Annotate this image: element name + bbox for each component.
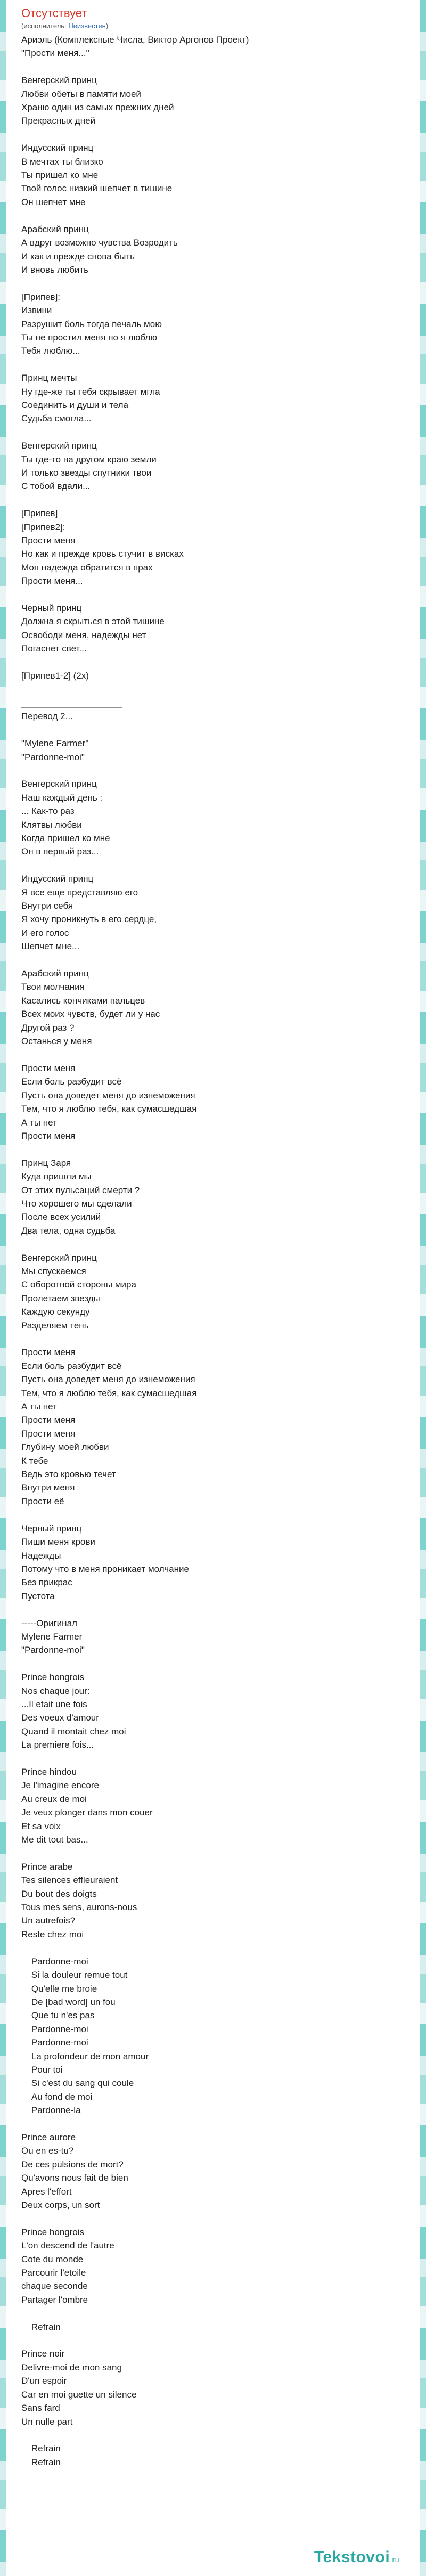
decorative-stripe-left xyxy=(0,0,6,2576)
artist-line xyxy=(21,21,405,31)
lyrics-page xyxy=(21,5,405,2469)
artist-link[interactable]: Неизвестен xyxy=(68,22,106,30)
artist-suffix: ) xyxy=(105,22,109,30)
decorative-stripe-right xyxy=(420,0,426,2576)
song-title: Отсутствует xyxy=(21,6,87,20)
artist-prefix: (исполнитель: xyxy=(21,22,67,30)
site-logo-text: Tekstovoi xyxy=(314,2548,390,2566)
site-logo-suffix: .ru xyxy=(390,2555,399,2564)
lyrics-text: Ариэль (Комплексные Числа, Виктор Аргонов Проект) "Прости меня..." Венгерский принц Любви обеты в памяти моей Храню один из самых прежних дней Прекрасных дней Индусский принц В мечтах ты близко Ты пришел ко мне Твой голос низкий шепчет в тишине Он шепчет мне Арабский принц А вдруг возможно чувства Возродить И как и прежде снова быть И вновь любить [Припев]: Извини Разрушит боль тогда печаль мою Ты не простил меня но я люблю Тебя люблю... Принц мечты Ну где-же ты тебя скрывает мгла Соединить и души и тела Судьба смогла... Венгерский принц Ты где-то на другом краю земли И только звезды спутники твои С тобой вдали... [Припев] [Припев2]: Прости меня Но как и прежде кровь стучит в висках Моя надежда обратится в прах Прости меня... Черный принц Должна я скрыться в этой тишине Освободи меня, надежды нет Погаснет свет... [Припев1-2] (2x) ____________________ Перевод 2... "Mylene Farmer" "Pardonne-moi" Венгерский принц Наш каждый день : ... Как-то раз Клятвы любви Когда пришел ко мне Он в первый раз... Индусский принц Я все еще представляю его Внутри себя Я хочу проникнуть в его сердце, И его голос Шепчет мне... Арабский принц Твои молчания Касались кончиками пальцев Всех моих чувств, будет ли у нас Другой раз ? Останься у меня Прости меня Если боль разбудит всё Пусть она доведет меня до изнеможения Тем, что я люблю тебя, как сумасшедшая А ты нет Прости меня Принц Заря Куда пришли мы От этих пульсаций смерти ? Что хорошего мы сделали После всех усилий Два тела, одна судьба Венгерский принц Мы спускаемся С оборотной стороны мира Пролетаем звезды Каждую секунду Разделяем тень Прости меня Если боль разбудит всё Пусть она доведет меня до изнеможения Тем, что я люблю тебя, как сумасшедшая А ты нет Прости меня Прости меня Глубину моей любви К тебе Ведь это кровью течет Внутри меня Прости её Черный принц Пиши меня крови Надежды Потому что в меня проникает молчание Без прикрас Пустота -----Оригинал Mylene Farmer "Pardonne-moi" Prince hongrois Nos chaque jour: ...Il etait une fois Des voeux d'amour Quand il montait chez moi La premiere fois... Prince hindou Je l'imagine encore Au creux de moi Je veux plonger dans mon couer Et sa voix Me dit tout bas... Prince arabe Tes silences effleuraient Du bout des doigts Tous mes sens, aurons-nous Un autrefois? Reste chez moi Pardonne-moi Si la douleur remue tout Qu'elle me broie De [bad word] un fou Que tu n'es pas Pardonne-moi Pardonne-moi La profondeur de mon amour Pour toi Si c'est du sang qui coule Au fond de moi Pardonne-la Prince aurore Ou en es-tu? De ces pulsions de mort? Qu'avons nous fait de bien Apres l'effort Deux corps, un sort Prince hongrois L'on descend de l'autre Cote du monde Parcourir l'etoile chaque seconde Partager l'ombre Refrain Prince noir Delivre-moi de mon sang D'un espoir Car en moi guette un silence Sans fard Un nulle part Refrain Refrain xyxy=(21,35,249,2467)
site-logo[interactable] xyxy=(314,2548,399,2566)
